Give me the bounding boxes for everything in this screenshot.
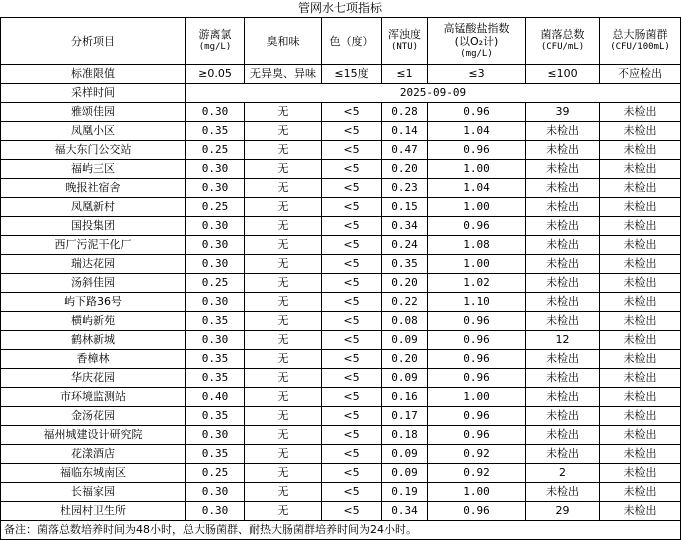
table-row xyxy=(1,331,681,350)
site-name: 横屿新苑 xyxy=(1,312,186,331)
cod-value: 0.96 xyxy=(428,103,526,122)
bacteria-value: 39 xyxy=(526,103,600,122)
coliform-value: 未检出 xyxy=(600,179,681,198)
site-name: 福大东门公交站 xyxy=(1,141,186,160)
cod-value: 1.00 xyxy=(428,198,526,217)
header-turbidity-unit: (NTU) xyxy=(390,42,419,52)
table-row xyxy=(1,274,681,293)
coliform-value: 未检出 xyxy=(600,160,681,179)
color-value: <5 xyxy=(322,103,382,122)
site-name: 福屿三区 xyxy=(1,160,186,179)
odor-value: 无 xyxy=(245,502,322,521)
chlorine-value: 0.35 xyxy=(186,369,245,388)
cod-value: 1.08 xyxy=(428,236,526,255)
site-name: 福州城建设计研究院 xyxy=(1,426,186,445)
bacteria-value: 2 xyxy=(526,464,600,483)
bacteria-value: 未检出 xyxy=(526,312,600,331)
header-cod-unit: (mg/L) xyxy=(460,48,493,59)
site-name: 香樟林 xyxy=(1,350,186,369)
header-row xyxy=(1,18,681,65)
coliform-value: 未检出 xyxy=(600,445,681,464)
bacteria-value: 12 xyxy=(526,331,600,350)
odor-value: 无 xyxy=(245,407,322,426)
chlorine-value: 0.35 xyxy=(186,350,245,369)
cod-value: 0.96 xyxy=(428,502,526,521)
table-row xyxy=(1,198,681,217)
chlorine-value: 0.35 xyxy=(186,445,245,464)
chlorine-value: 0.30 xyxy=(186,179,245,198)
turbidity-value: 0.08 xyxy=(382,312,428,331)
chlorine-value: 0.30 xyxy=(186,160,245,179)
site-name: 市环境监测站 xyxy=(1,388,186,407)
bacteria-value: 未检出 xyxy=(526,198,600,217)
odor-value: 无 xyxy=(245,388,322,407)
header-item: 分析项目 xyxy=(1,18,186,65)
cod-value: 1.04 xyxy=(428,122,526,141)
standard-turbidity: ≤1 xyxy=(382,65,428,84)
table-row xyxy=(1,141,681,160)
table-row xyxy=(1,160,681,179)
turbidity-value: 0.16 xyxy=(382,388,428,407)
bacteria-value: 未检出 xyxy=(526,274,600,293)
coliform-value: 未检出 xyxy=(600,255,681,274)
color-value: <5 xyxy=(322,293,382,312)
standard-label: 标准限值 xyxy=(1,65,186,84)
bacteria-value: 未检出 xyxy=(526,388,600,407)
header-chlorine xyxy=(186,18,245,65)
bacteria-value: 未检出 xyxy=(526,350,600,369)
header-bacteria-name: 菌落总数 xyxy=(540,28,585,41)
sampling-label: 采样时间 xyxy=(1,84,186,103)
site-name: 汤斜佳园 xyxy=(1,274,186,293)
coliform-value: 未检出 xyxy=(600,502,681,521)
table-row xyxy=(1,312,681,331)
chlorine-value: 0.25 xyxy=(186,198,245,217)
color-value: <5 xyxy=(322,122,382,141)
coliform-value: 未检出 xyxy=(600,274,681,293)
bacteria-value: 29 xyxy=(526,502,600,521)
standard-color: ≤15度 xyxy=(322,65,382,84)
cod-value: 1.02 xyxy=(428,274,526,293)
turbidity-value: 0.14 xyxy=(382,122,428,141)
coliform-value: 未检出 xyxy=(600,236,681,255)
site-name: 杜园村卫生所 xyxy=(1,502,186,521)
table-row xyxy=(1,350,681,369)
site-name: 屿下路36号 xyxy=(1,293,186,312)
turbidity-value: 0.09 xyxy=(382,464,428,483)
odor-value: 无 xyxy=(245,141,322,160)
cod-value: 1.04 xyxy=(428,179,526,198)
site-name: 花漾酒店 xyxy=(1,445,186,464)
odor-value: 无 xyxy=(245,331,322,350)
color-value: <5 xyxy=(322,255,382,274)
bacteria-value: 未检出 xyxy=(526,236,600,255)
coliform-value: 未检出 xyxy=(600,369,681,388)
color-value: <5 xyxy=(322,350,382,369)
coliform-value: 未检出 xyxy=(600,426,681,445)
header-coliform xyxy=(600,18,681,65)
cod-value: 0.96 xyxy=(428,369,526,388)
header-cod-name: 高锰酸盐指数 xyxy=(443,21,510,35)
cod-value: 0.96 xyxy=(428,331,526,350)
color-value: <5 xyxy=(322,179,382,198)
table-row xyxy=(1,445,681,464)
chlorine-value: 0.30 xyxy=(186,331,245,350)
turbidity-value: 0.09 xyxy=(382,369,428,388)
standard-row xyxy=(1,65,681,84)
turbidity-value: 0.09 xyxy=(382,331,428,350)
odor-value: 无 xyxy=(245,103,322,122)
coliform-value: 未检出 xyxy=(600,483,681,502)
color-value: <5 xyxy=(322,141,382,160)
site-name: 凤凰新村 xyxy=(1,198,186,217)
turbidity-value: 0.17 xyxy=(382,407,428,426)
turbidity-value: 0.24 xyxy=(382,236,428,255)
coliform-value: 未检出 xyxy=(600,407,681,426)
bacteria-value: 未检出 xyxy=(526,141,600,160)
table-row xyxy=(1,426,681,445)
table-row xyxy=(1,217,681,236)
odor-value: 无 xyxy=(245,369,322,388)
turbidity-value: 0.20 xyxy=(382,160,428,179)
table-row xyxy=(1,502,681,521)
cod-value: 0.92 xyxy=(428,464,526,483)
cod-value: 1.00 xyxy=(428,483,526,502)
turbidity-value: 0.15 xyxy=(382,198,428,217)
standard-coliform: 不应检出 xyxy=(600,65,681,84)
odor-value: 无 xyxy=(245,236,322,255)
table-row xyxy=(1,464,681,483)
color-value: <5 xyxy=(322,407,382,426)
odor-value: 无 xyxy=(245,274,322,293)
bacteria-value: 未检出 xyxy=(526,369,600,388)
chlorine-value: 0.25 xyxy=(186,274,245,293)
odor-value: 无 xyxy=(245,198,322,217)
header-bacteria xyxy=(526,18,600,65)
color-value: <5 xyxy=(322,236,382,255)
bacteria-value: 未检出 xyxy=(526,445,600,464)
bacteria-value: 未检出 xyxy=(526,407,600,426)
cod-value: 1.00 xyxy=(428,160,526,179)
color-value: <5 xyxy=(322,312,382,331)
color-value: <5 xyxy=(322,483,382,502)
site-name: 国投集团 xyxy=(1,217,186,236)
odor-value: 无 xyxy=(245,312,322,331)
cod-value: 0.96 xyxy=(428,141,526,160)
bacteria-value: 未检出 xyxy=(526,160,600,179)
report-title: 管网水七项指标 xyxy=(297,1,382,15)
header-coliform-unit: (CFU/100mL) xyxy=(610,42,670,52)
header-bacteria-unit: (CFU/mL) xyxy=(540,42,585,52)
cod-value: 1.00 xyxy=(428,388,526,407)
table-row xyxy=(1,179,681,198)
color-value: <5 xyxy=(322,274,382,293)
chlorine-value: 0.30 xyxy=(186,293,245,312)
color-value: <5 xyxy=(322,217,382,236)
turbidity-value: 0.22 xyxy=(382,293,428,312)
chlorine-value: 0.30 xyxy=(186,236,245,255)
sampling-date: 2025-09-09 xyxy=(186,84,681,103)
turbidity-value: 0.35 xyxy=(382,255,428,274)
coliform-value: 未检出 xyxy=(600,217,681,236)
turbidity-value: 0.18 xyxy=(382,426,428,445)
site-name: 凤凰小区 xyxy=(1,122,186,141)
sampling-row xyxy=(1,84,681,103)
turbidity-value: 0.47 xyxy=(382,141,428,160)
cod-value: 1.00 xyxy=(428,255,526,274)
turbidity-value: 0.28 xyxy=(382,103,428,122)
site-name: 金汤花园 xyxy=(1,407,186,426)
site-name: 福临东城南区 xyxy=(1,464,186,483)
water-quality-table xyxy=(0,17,681,540)
odor-value: 无 xyxy=(245,350,322,369)
odor-value: 无 xyxy=(245,464,322,483)
coliform-value: 未检出 xyxy=(600,464,681,483)
table-row xyxy=(1,103,681,122)
coliform-value: 未检出 xyxy=(600,103,681,122)
cod-value: 0.92 xyxy=(428,445,526,464)
header-cod xyxy=(428,18,526,65)
cod-value: 1.10 xyxy=(428,293,526,312)
site-name: 雅颂佳园 xyxy=(1,103,186,122)
color-value: <5 xyxy=(322,464,382,483)
odor-value: 无 xyxy=(245,217,322,236)
chlorine-value: 0.30 xyxy=(186,426,245,445)
turbidity-value: 0.09 xyxy=(382,445,428,464)
odor-value: 无 xyxy=(245,179,322,198)
standard-chlorine: ≥0.05 xyxy=(186,65,245,84)
bacteria-value: 未检出 xyxy=(526,217,600,236)
table-row xyxy=(1,407,681,426)
header-chlorine-name: 游离氯 xyxy=(198,28,232,41)
chlorine-value: 0.30 xyxy=(186,255,245,274)
odor-value: 无 xyxy=(245,445,322,464)
cod-value: 0.96 xyxy=(428,217,526,236)
chlorine-value: 0.35 xyxy=(186,407,245,426)
color-value: <5 xyxy=(322,502,382,521)
site-name: 鹤林新城 xyxy=(1,331,186,350)
odor-value: 无 xyxy=(245,483,322,502)
chlorine-value: 0.25 xyxy=(186,464,245,483)
header-cod-sub: (以O₂计) xyxy=(454,34,499,48)
turbidity-value: 0.19 xyxy=(382,483,428,502)
coliform-value: 未检出 xyxy=(600,198,681,217)
color-value: <5 xyxy=(322,331,382,350)
standard-odor: 无异臭、异味 xyxy=(245,65,322,84)
site-name: 瑞达花园 xyxy=(1,255,186,274)
color-value: <5 xyxy=(322,426,382,445)
odor-value: 无 xyxy=(245,426,322,445)
site-name: 西厂污泥干化厂 xyxy=(1,236,186,255)
bacteria-value: 未检出 xyxy=(526,426,600,445)
bacteria-value: 未检出 xyxy=(526,122,600,141)
turbidity-value: 0.34 xyxy=(382,502,428,521)
table-row xyxy=(1,388,681,407)
chlorine-value: 0.30 xyxy=(186,502,245,521)
color-value: <5 xyxy=(322,198,382,217)
note-row xyxy=(1,521,681,540)
odor-value: 无 xyxy=(245,293,322,312)
turbidity-value: 0.34 xyxy=(382,217,428,236)
table-row xyxy=(1,293,681,312)
table-row xyxy=(1,236,681,255)
site-name: 华庆花园 xyxy=(1,369,186,388)
coliform-value: 未检出 xyxy=(600,312,681,331)
table-row xyxy=(1,122,681,141)
color-value: <5 xyxy=(322,445,382,464)
coliform-value: 未检出 xyxy=(600,122,681,141)
header-turbidity-name: 浑浊度 xyxy=(388,28,421,41)
cod-value: 0.96 xyxy=(428,312,526,331)
coliform-value: 未检出 xyxy=(600,293,681,312)
footnote: 备注：菌落总数培养时间为48小时，总大肠菌群、耐热大肠菌群培养时间为24小时。 xyxy=(1,521,681,540)
odor-value: 无 xyxy=(245,160,322,179)
standard-cod: ≤3 xyxy=(428,65,526,84)
table-row xyxy=(1,255,681,274)
chlorine-value: 0.30 xyxy=(186,217,245,236)
bacteria-value: 未检出 xyxy=(526,483,600,502)
bacteria-value: 未检出 xyxy=(526,179,600,198)
color-value: <5 xyxy=(322,369,382,388)
turbidity-value: 0.23 xyxy=(382,179,428,198)
table-row xyxy=(1,483,681,502)
cod-value: 0.96 xyxy=(428,407,526,426)
chlorine-value: 0.30 xyxy=(186,483,245,502)
chlorine-value: 0.35 xyxy=(186,122,245,141)
coliform-value: 未检出 xyxy=(600,350,681,369)
coliform-value: 未检出 xyxy=(600,388,681,407)
standard-bacteria: ≤100 xyxy=(526,65,600,84)
cod-value: 0.96 xyxy=(428,350,526,369)
header-color: 色（度） xyxy=(322,18,382,65)
bacteria-value: 未检出 xyxy=(526,255,600,274)
site-name: 长福家园 xyxy=(1,483,186,502)
header-chlorine-unit: (mg/L) xyxy=(198,42,232,52)
odor-value: 无 xyxy=(245,122,322,141)
table-row xyxy=(1,369,681,388)
header-turbidity xyxy=(382,18,428,65)
chlorine-value: 0.25 xyxy=(186,141,245,160)
bacteria-value: 未检出 xyxy=(526,293,600,312)
cod-value: 0.96 xyxy=(428,426,526,445)
chlorine-value: 0.35 xyxy=(186,312,245,331)
chlorine-value: 0.40 xyxy=(186,388,245,407)
color-value: <5 xyxy=(322,160,382,179)
chlorine-value: 0.30 xyxy=(186,103,245,122)
coliform-value: 未检出 xyxy=(600,331,681,350)
coliform-value: 未检出 xyxy=(600,141,681,160)
header-coliform-name: 总大肠菌群 xyxy=(612,28,668,41)
header-odor: 臭和味 xyxy=(245,18,322,65)
turbidity-value: 0.20 xyxy=(382,274,428,293)
site-name: 晚报社宿舍 xyxy=(1,179,186,198)
turbidity-value: 0.20 xyxy=(382,350,428,369)
color-value: <5 xyxy=(322,388,382,407)
odor-value: 无 xyxy=(245,255,322,274)
